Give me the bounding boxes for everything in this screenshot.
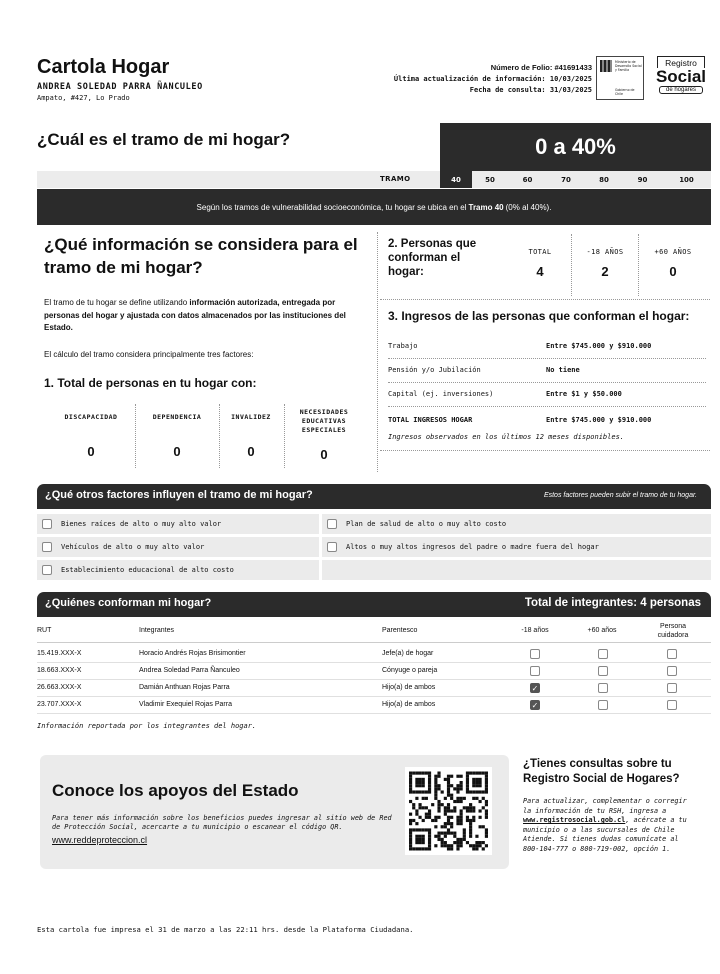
member-relation: Hijo(a) de ambos [382, 684, 436, 691]
red-proteccion-link[interactable]: www.reddeproteccion.cl [52, 835, 148, 845]
info-paragraph [44, 297, 364, 335]
government-label: Gobierno de Chile [615, 88, 635, 96]
tramo-tick-90: 90 [637, 175, 648, 184]
condition-label-dependency: DEPENDENCIA [152, 413, 202, 421]
qr-code[interactable] [405, 767, 492, 855]
apoyos-title: Conoce los apoyos del Estado [52, 781, 299, 800]
personas-seniors-value: 0 [669, 264, 677, 279]
member-rut: 26.663.XXX-X [37, 684, 82, 691]
rsh-logo [651, 56, 711, 100]
info-para-pre: El tramo de tu hogar se define utilizando [44, 298, 190, 307]
factor-label: Establecimiento educacional de alto costo [61, 566, 234, 574]
consultas-title: ¿Tienes consultas sobre tu Registro Social de Hogares? [523, 758, 680, 785]
consultas-text-post: , acércate a tu municipio o a las sucursales de Chile Atiende. Si tienes dudas comunícate al 800-104-777 o 800-719-002, opción 1. [523, 816, 687, 853]
personas-total-label: TOTAL [528, 248, 552, 256]
divider [284, 404, 285, 468]
table-row [37, 646, 711, 663]
personas-minors-label: -18 AÑOS [586, 248, 624, 256]
minor-checkbox[interactable] [530, 683, 540, 693]
table-row [37, 697, 711, 714]
divider [388, 406, 706, 407]
ingresos-title: 3. Ingresos de las personas que conforman el hogar: [388, 309, 690, 323]
col-header-rut: RUT [37, 627, 52, 634]
rsh-logo-top: Registro [657, 56, 705, 68]
factor-item [37, 537, 319, 557]
integrantes-title: ¿Quiénes conforman mi hogar? [45, 597, 212, 609]
page-title: Cartola Hogar [37, 56, 170, 78]
household-address: Ampato, #427, Lo Prado [37, 94, 130, 102]
divider [37, 642, 711, 643]
integrantes-total: Total de integrantes: 4 personas [524, 597, 701, 609]
ministry-name: Ministerio de Desarrollo Social y Familia [615, 60, 642, 72]
condition-label-invalidity: INVALIDEZ [231, 413, 271, 421]
qr-code-icon [409, 771, 488, 851]
minor-checkbox[interactable] [530, 700, 540, 710]
consultas-text [523, 797, 693, 855]
tramo-tick-60: 60 [522, 175, 533, 184]
divider [135, 404, 136, 468]
col-header-senior: +60 años [587, 627, 617, 634]
ingreso-label: Capital (ej. inversiones) [388, 390, 494, 398]
col-header-name: Integrantes [139, 627, 175, 634]
band-text-bold: Tramo 40 [468, 202, 504, 212]
col-header-relation: Parentesco [382, 627, 418, 634]
rsh-logo-main: Social [655, 67, 707, 86]
divider [638, 234, 639, 296]
apoyos-text: Para tener más información sobre los beneficios puedes ingresar al sitio web de Red de Protección Social, acercarte a tu municipio o escanear el código QR. [52, 814, 392, 831]
table-row [37, 680, 711, 697]
condition-label-disability: DISCAPACIDAD [64, 413, 118, 421]
tramo-tick-100: 100 [679, 175, 694, 184]
info-para-bold: información autorizada, entregada por personas del hogar y ajustada con datos almacenados por las instituciones del Estado. [44, 298, 346, 332]
senior-checkbox[interactable] [598, 666, 608, 676]
factor-label: Bienes raíces de alto o muy alto valor [61, 520, 222, 528]
conditions-title: 1. Total de personas en tu hogar con: [44, 376, 257, 390]
ingreso-label: Pensión y/o Jubilación [388, 366, 481, 374]
household-head-name: ANDREA SOLEDAD PARRA ÑANCULEO [37, 82, 203, 92]
section-divider [377, 232, 378, 472]
factor-item [322, 537, 711, 557]
factor-item [37, 514, 319, 534]
table-row [37, 663, 711, 680]
ingreso-total-value: Entre $745.000 y $910.000 [546, 416, 652, 424]
member-rut: 15.419.XXX-X [37, 650, 82, 657]
personas-title: 2. Personas que conforman el hogar: [388, 238, 477, 278]
ingreso-value: Entre $1 y $50.000 [546, 390, 622, 398]
tramo-scale-label: TRAMO [380, 175, 411, 183]
member-rut: 23.707.XXX-X [37, 701, 82, 708]
member-name: Horacio Andrés Rojas Brisimontier [139, 650, 246, 657]
condition-value-dependency: 0 [173, 444, 181, 459]
tramo-tick-80: 80 [599, 175, 609, 184]
divider [380, 450, 710, 451]
senior-checkbox[interactable] [598, 683, 608, 693]
carer-checkbox[interactable] [667, 649, 677, 659]
factor-checkbox[interactable] [327, 542, 337, 552]
member-name: Vladimir Exequiel Rojas Parra [139, 701, 232, 708]
member-relation: Jefe(a) de hogar [382, 650, 434, 657]
factores-header [37, 484, 711, 509]
tramo-explanation [37, 189, 711, 225]
tramo-tick-70: 70 [561, 175, 571, 184]
folio-number: Número de Folio: #41691433 [490, 63, 592, 72]
minor-checkbox[interactable] [530, 649, 540, 659]
info-paragraph-2: El cálculo del tramo considera principalmente tres factores: [44, 350, 254, 359]
integrantes-header [37, 592, 711, 617]
last-update-date: Última actualización de información: 10/03/2025 [393, 75, 592, 83]
tramo-question: ¿Cuál es el tramo de mi hogar? [37, 130, 291, 149]
factor-checkbox[interactable] [327, 519, 337, 529]
divider [388, 358, 706, 359]
divider [219, 404, 220, 468]
band-text-post: (0% al 40%). [505, 202, 552, 212]
factor-empty-cell [322, 560, 711, 580]
member-name: Andrea Soledad Parra Ñanculeo [139, 667, 240, 674]
personas-seniors-label: +60 AÑOS [654, 248, 692, 256]
tramo-tick-40: 40 [440, 171, 472, 188]
carer-checkbox[interactable] [667, 700, 677, 710]
factores-subtitle: Estos factores pueden subir el tramo de tu hogar. [543, 492, 697, 499]
band-text-pre: Según los tramos de vulnerabilidad socioeconómica, tu hogar se ubica en el [196, 202, 467, 212]
members-note: Información reportada por los integrantes del hogar. [37, 722, 257, 730]
ingreso-value: Entre $745.000 y $910.000 [546, 342, 652, 350]
member-rut: 18.663.XXX-X [37, 667, 82, 674]
tramo-value: 0 a 40% [440, 123, 711, 171]
ingresos-note: Ingresos observados en los últimos 12 meses disponibles. [388, 433, 625, 441]
factor-label: Vehículos de alto o muy alto valor [61, 543, 205, 551]
senior-checkbox[interactable] [598, 700, 608, 710]
factor-checkbox[interactable] [42, 519, 52, 529]
ingreso-value: No tiene [546, 366, 580, 374]
factor-label: Plan de salud de alto o muy alto costo [346, 520, 507, 528]
member-relation: Cónyuge o pareja [382, 667, 438, 674]
col-header-minor: -18 años [521, 627, 549, 634]
senior-checkbox[interactable] [598, 649, 608, 659]
tramo-tick-50: 50 [485, 175, 495, 184]
ministry-logo [596, 56, 644, 100]
divider [571, 234, 572, 296]
consultas-text-pre: Para actualizar, complementar o corregir la información de tu RSH, ingresa a [523, 797, 687, 815]
factores-title: ¿Qué otros factores influyen el tramo de mi hogar? [45, 489, 313, 501]
condition-value-invalidity: 0 [247, 444, 255, 459]
condition-value-special-needs: 0 [320, 447, 328, 462]
condition-label-special-needs: NECESIDADES EDUCATIVAS ESPECIALES [299, 408, 349, 434]
personas-minors-value: 2 [601, 264, 609, 279]
rsh-logo-bottom: de hogares [659, 86, 703, 94]
member-relation: Hijo(a) de ambos [382, 701, 436, 708]
col-header-carer: Persona cuidadora [657, 623, 689, 639]
factor-item [322, 514, 711, 534]
factor-label: Altos o muy altos ingresos del padre o madre fuera del hogar [346, 543, 599, 551]
member-name: Damián Anthuan Rojas Parra [139, 684, 230, 691]
divider [380, 299, 710, 300]
divider [388, 382, 706, 383]
chile-crest-icon [600, 60, 612, 72]
factor-checkbox[interactable] [42, 542, 52, 552]
factor-item [37, 560, 319, 580]
carer-checkbox[interactable] [667, 666, 677, 676]
row-divider [37, 713, 711, 714]
ingreso-label: Trabajo [388, 342, 418, 350]
factor-checkbox[interactable] [42, 565, 52, 575]
personas-total-value: 4 [536, 264, 544, 279]
minor-checkbox[interactable] [530, 666, 540, 676]
info-question: ¿Qué información se considera para el tramo de mi hogar? [44, 235, 358, 277]
registro-social-link[interactable]: www.registrosocial.gob.cl [523, 816, 626, 825]
consultation-date: Fecha de consulta: 31/03/2025 [469, 86, 592, 94]
ingreso-total-label: TOTAL INGRESOS HOGAR [388, 416, 473, 424]
condition-value-disability: 0 [87, 444, 95, 459]
print-footer: Esta cartola fue impresa el 31 de marzo a las 22:11 hrs. desde la Plataforma Ciudadana. [37, 925, 414, 934]
carer-checkbox[interactable] [667, 683, 677, 693]
